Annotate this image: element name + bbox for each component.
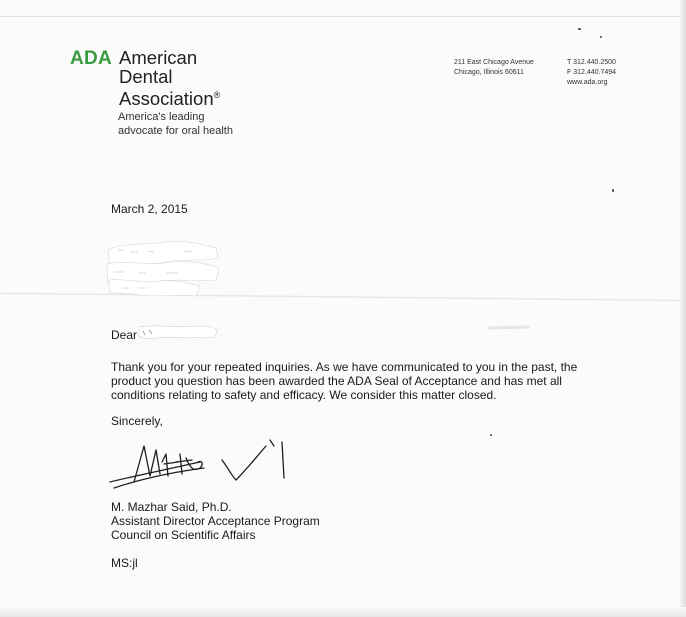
handwritten-signature xyxy=(104,432,294,498)
redacted-recipient-name xyxy=(137,322,219,342)
body-line-2: product you question has been awarded the ADA Seal of Acceptance and has met all xyxy=(111,374,562,388)
letter-body xyxy=(111,360,611,402)
scan-speck xyxy=(578,28,581,30)
organization-name xyxy=(119,48,289,108)
tagline-line2: advocate for oral health xyxy=(118,125,233,137)
address-city: Chicago, Illinois 60611 xyxy=(454,69,524,76)
salutation: Dear xyxy=(111,328,138,342)
mailing-address xyxy=(454,58,554,78)
fold-line-top xyxy=(0,16,686,17)
typist-initials: MS:jl xyxy=(111,556,138,570)
tagline xyxy=(118,110,268,138)
org-name-line1: American xyxy=(119,47,198,68)
logo-abbreviation: ADA xyxy=(70,48,113,69)
scan-speck xyxy=(612,189,614,192)
website: www.ada.org xyxy=(567,79,608,86)
fax-number: F 312.440.7494 xyxy=(567,69,617,76)
address-street: 211 East Chicago Avenue xyxy=(454,59,534,66)
phone-number: T 312.440.2500 xyxy=(567,59,616,66)
tagline-line1: America's leading xyxy=(118,111,205,123)
contact-info xyxy=(567,58,647,88)
scan-speck xyxy=(600,36,602,38)
body-line-1: Thank you for your repeated inquiries. As we have communicated to you in the past, the xyxy=(111,360,578,374)
registered-mark: ® xyxy=(213,90,221,100)
scan-edge-shadow xyxy=(680,0,686,617)
letter-date: March 2, 2015 xyxy=(111,202,188,216)
closing: Sincerely, xyxy=(111,414,163,428)
signer-block xyxy=(111,500,411,542)
scan-speck xyxy=(490,434,492,436)
redaction-mark xyxy=(487,325,531,331)
body-line-3: conditions relating to safety and efficacy. We consider this matter closed. xyxy=(111,388,497,402)
org-name-line3: Association® xyxy=(119,88,221,110)
fold-line-middle xyxy=(0,292,686,301)
signer-title: Assistant Director Acceptance Program xyxy=(111,514,320,528)
scan-bottom-edge xyxy=(0,607,686,617)
signer-department: Council on Scientific Affairs xyxy=(111,528,256,542)
redacted-recipient-address xyxy=(104,236,222,298)
org-name-line2: Dental xyxy=(119,66,173,87)
signer-name: M. Mazhar Said, Ph.D. xyxy=(111,500,232,514)
